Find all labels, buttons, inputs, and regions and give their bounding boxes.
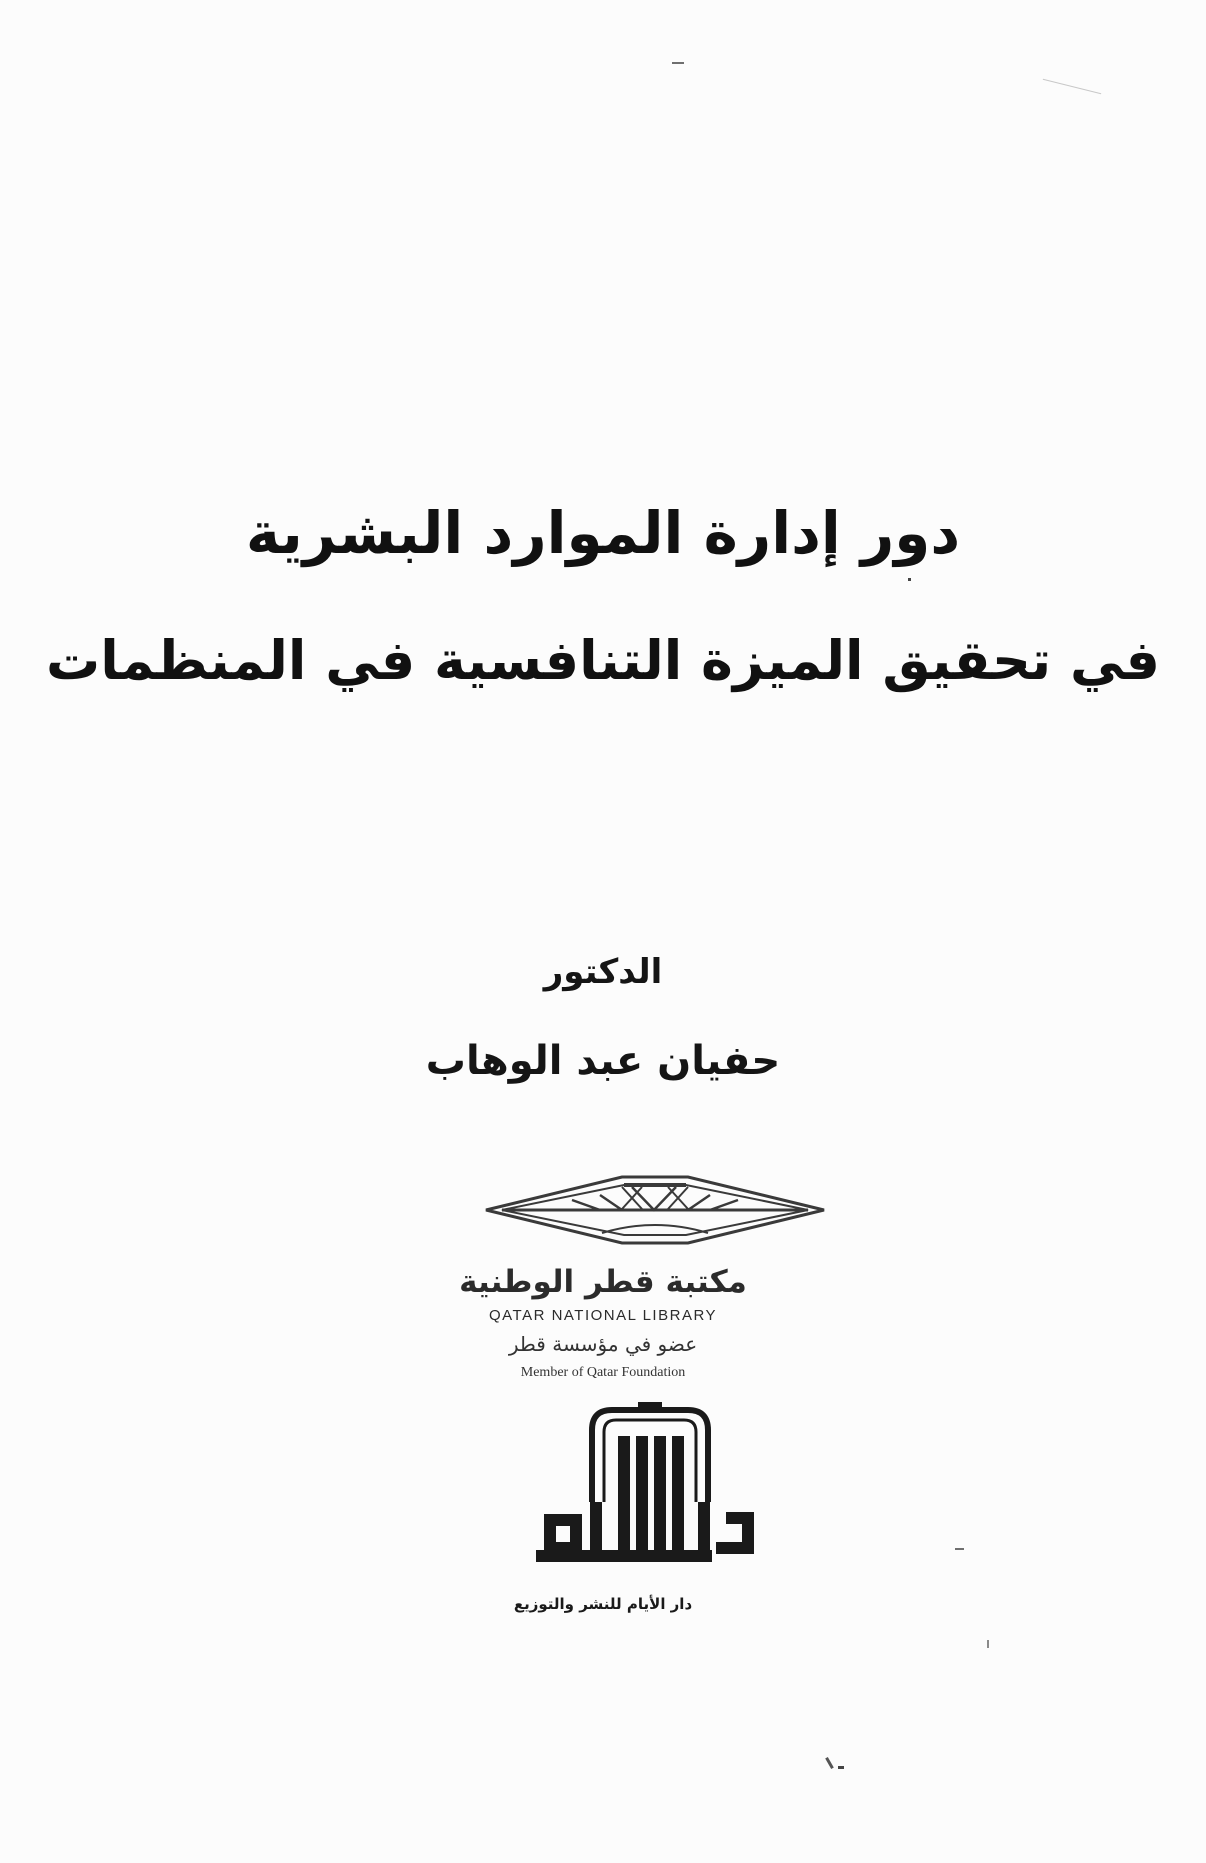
publisher-name: دار الأيام للنشر والتوزيع bbox=[513, 1595, 693, 1613]
author-name: حفيان عبد الوهاب bbox=[425, 1038, 781, 1084]
library-name-english: QATAR NATIONAL LIBRARY bbox=[488, 1307, 718, 1324]
scan-speck bbox=[825, 1757, 834, 1769]
author-title-label: الدكتور bbox=[543, 952, 663, 992]
scan-speck bbox=[838, 1766, 844, 1769]
library-name-arabic: مكتبة قطر الوطنية bbox=[459, 1264, 747, 1300]
scan-speck bbox=[1043, 79, 1101, 94]
book-subtitle: في تحقيق الميزة التنافسية في المنظمات bbox=[46, 629, 1160, 692]
scan-speck bbox=[987, 1640, 989, 1648]
library-member-english: Member of Qatar Foundation bbox=[520, 1365, 686, 1380]
scan-speck bbox=[908, 578, 911, 581]
book-title: دور إدارة الموارد البشرية bbox=[245, 499, 961, 567]
dar-al-ayam-logo-icon bbox=[530, 1402, 770, 1592]
bridge-emblem-icon bbox=[482, 1165, 828, 1255]
library-member-arabic: عضو في مؤسسة قطر bbox=[508, 1332, 698, 1356]
scan-speck bbox=[955, 1548, 964, 1550]
scan-speck bbox=[672, 62, 684, 64]
